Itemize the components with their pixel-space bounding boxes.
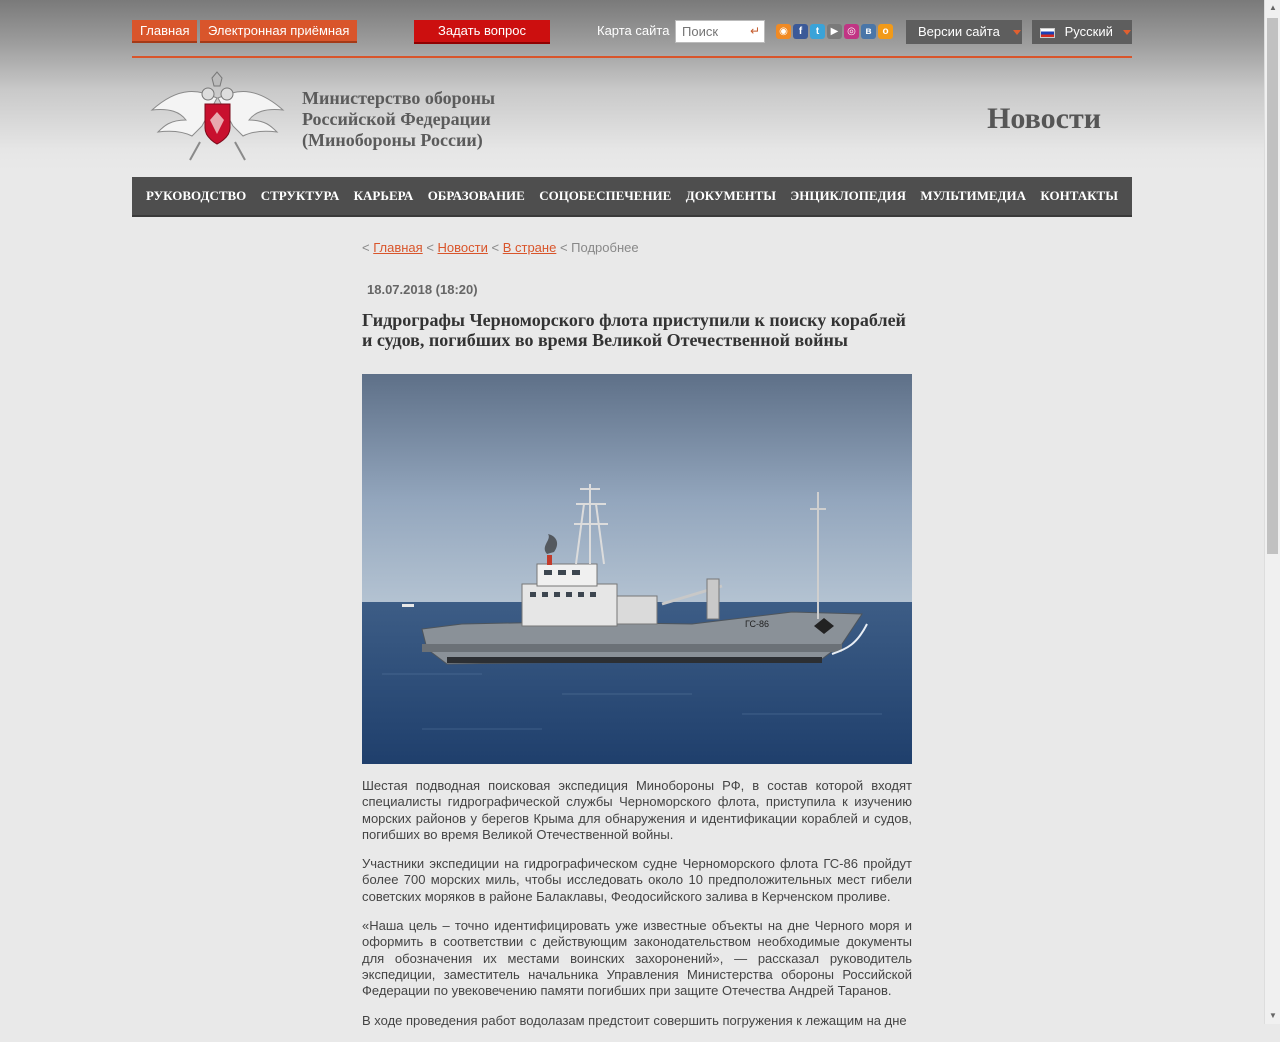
nav-item-multimedia[interactable]: МУЛЬТИМЕДИА xyxy=(920,188,1026,203)
enter-icon[interactable]: ↵ xyxy=(749,24,760,38)
home-button[interactable]: Главная xyxy=(132,20,197,43)
breadcrumb-news[interactable]: Новости xyxy=(437,240,488,255)
sitemap-link[interactable]: Карта сайта xyxy=(597,23,670,38)
twitter-icon[interactable]: t xyxy=(810,24,825,39)
scroll-up-icon[interactable]: ▲ xyxy=(1269,3,1277,12)
article-paragraph: В ходе проведения работ водолазам предстоит совершить погружения к лежащим на дне xyxy=(362,1012,907,1028)
article-paragraph: Участники экспедиции на гидрографическом судне Черноморского флота ГС-86 пройдут более 700 морских миль, чтобы исследовать около 10 предположительных мест гибели советских моряков в районе Балаклавы, Феодосийского залива в Керченском проливе. xyxy=(362,856,912,904)
nav-item-contacts[interactable]: КОНТАКТЫ xyxy=(1040,188,1118,203)
chevron-down-icon xyxy=(1123,30,1131,35)
ministry-name-line: Министерство обороны xyxy=(302,88,496,108)
nav-item-structure[interactable]: СТРУКТУРА xyxy=(260,188,340,203)
ship-marking: ГС-86 xyxy=(745,619,769,629)
nav-item-documents[interactable]: ДОКУМЕНТЫ xyxy=(685,188,777,203)
nav-item-career[interactable]: КАРЬЕРА xyxy=(353,188,414,203)
article-title: Гидрографы Черноморского флота приступили к поиску кораблей и судов, погибших во время Великой Отечественной войны xyxy=(362,310,906,350)
nav-item-leadership[interactable]: РУКОВОДСТВО xyxy=(146,188,247,203)
nav-item-encyclopedia[interactable]: ЭНЦИКЛОПЕДИЯ xyxy=(790,188,907,203)
breadcrumb xyxy=(362,240,639,255)
site-versions-label: Версии сайта xyxy=(918,24,1000,39)
article-body xyxy=(362,778,912,1042)
instagram-icon[interactable]: ◎ xyxy=(844,24,859,39)
language-dropdown[interactable] xyxy=(1032,20,1132,44)
article-date: 18.07.2018 (18:20) xyxy=(367,282,478,297)
nav-item-social-support[interactable]: СОЦОБЕСПЕЧЕНИЕ xyxy=(539,188,672,203)
social-icons xyxy=(776,24,893,39)
article-paragraph: «Наша цель – точно идентифицировать уже известные объекты на дне Черного моря и оформить в соответствии с действующим законодательством необходимые документы для обозначения их местами воинских захоронений», — рассказал руководитель экспедиции, заместитель начальника Управления Министерства обороны Российской Федерации по увековечению памяти погибших при защите Отечества Андрей Таранов. xyxy=(362,918,912,999)
facebook-icon[interactable]: f xyxy=(793,24,808,39)
breadcrumb-current: Подробнее xyxy=(571,240,639,255)
odnoklassniki-icon[interactable]: о xyxy=(878,24,893,39)
site-versions-dropdown[interactable] xyxy=(906,20,1022,44)
divider xyxy=(132,56,1132,58)
article-paragraph: Шестая подводная поисковая экспедиция Минобороны РФ, в состав которой входят специалисты гидрографической службы Черноморского флота, приступила к изучению морских районов у берегов Крыма для обнаружения и идентификации кораблей и судов, погибших во время Великой Отечественной войны. xyxy=(362,778,912,842)
search-box xyxy=(675,20,765,43)
vk-icon[interactable]: в xyxy=(861,24,876,39)
rss-icon[interactable]: ◉ xyxy=(776,24,791,39)
russian-flag-icon xyxy=(1040,28,1055,38)
language-label: Русский xyxy=(1064,24,1113,39)
breadcrumb-in-country[interactable]: В стране xyxy=(502,240,557,255)
search-input[interactable] xyxy=(682,22,742,41)
breadcrumb-separator: < xyxy=(426,240,434,255)
nav-item-education[interactable]: ОБРАЗОВАНИЕ xyxy=(427,188,525,203)
ministry-name-line: Российской Федерации xyxy=(302,109,491,129)
article-photo[interactable] xyxy=(362,374,912,764)
breadcrumb-separator: < xyxy=(559,240,568,255)
ask-question-button[interactable]: Задать вопрос xyxy=(414,20,550,44)
breadcrumb-separator: < xyxy=(362,240,370,255)
vertical-scrollbar[interactable] xyxy=(1264,0,1280,1024)
ministry-name-line: (Минобороны России) xyxy=(302,130,483,150)
ministry-name[interactable] xyxy=(302,88,495,151)
youtube-icon[interactable]: ▶ xyxy=(827,24,842,39)
scrollbar-thumb[interactable] xyxy=(1267,18,1278,554)
section-title: Новости xyxy=(987,102,1101,135)
ministry-emblem-icon[interactable] xyxy=(150,70,285,165)
breadcrumb-home[interactable]: Главная xyxy=(373,240,423,255)
main-nav xyxy=(132,177,1132,217)
e-reception-button[interactable]: Электронная приёмная xyxy=(200,20,357,43)
scroll-down-icon[interactable]: ▼ xyxy=(1269,1011,1277,1020)
chevron-down-icon xyxy=(1013,30,1021,35)
breadcrumb-separator: < xyxy=(491,240,500,255)
